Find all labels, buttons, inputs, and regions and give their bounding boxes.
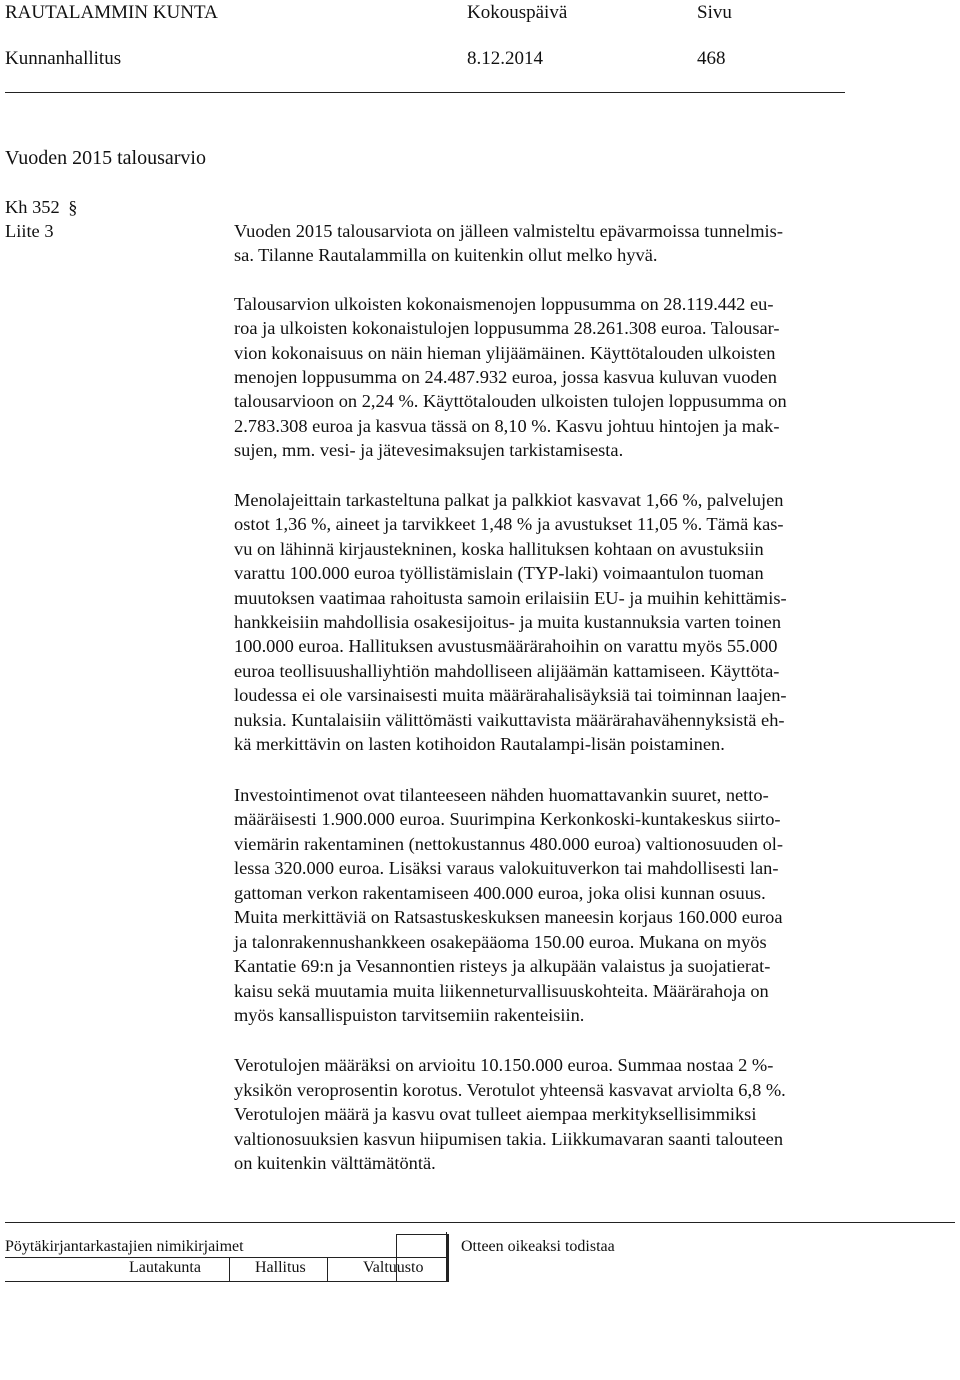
text-line: kä merkittävin on lasten kotihoidon Rautalampi-lisän poistaminen. [234, 734, 725, 754]
text-line: menojen loppusumma on 24.487.932 euroa, jossa kasvua kuluvan vuoden [234, 367, 777, 387]
footer-col-divider-2 [327, 1257, 328, 1281]
text-line: Verotulojen määräksi on arvioitu 10.150.000 euroa. Summaa nostaa 2 %- [234, 1055, 774, 1075]
footer-col-divider-1 [229, 1257, 230, 1281]
kh-number: Kh 352 [5, 197, 60, 217]
text-line: sujen, mm. vesi- ja jätevesimaksujen tarkistamisesta. [234, 440, 624, 460]
text-line: Muita merkittäviä on Ratsastuskeskuksen maneesin korjaus 160.000 euroa [234, 907, 783, 927]
text-line: gattoman verkon rakentamiseen 400.000 euroa, joka olisi kunnan osuus. [234, 883, 766, 903]
footer-col-lautakunta: Lautakunta [129, 1259, 201, 1276]
section-mark: § [68, 197, 78, 217]
footer-col-hallitus: Hallitus [255, 1259, 306, 1276]
text-line: vion kokonaisuus on näin hieman ylijäämäinen. Käyttötalouden ulkoisten [234, 343, 776, 363]
text-line: 100.000 euroa. Hallituksen avustusmäärärahoihin on varattu myös 55.000 [234, 636, 778, 656]
text-line: loudessa ei ole varsinaisesti muita määrärahalisäyksiä tai toiminnan laajen- [234, 685, 787, 705]
footer-rule [5, 1222, 955, 1223]
text-line: muutoksen vaatimaa rahoitusta samoin erilaisiin EU- ja muihin kehittämis- [234, 588, 787, 608]
text-line: nuksia. Kuntalaisiin välittömästi vaikuttavista määrärahavähennyksistä eh- [234, 710, 785, 730]
header-rule [5, 92, 845, 93]
text-line: talousarvioon on 2,24 %. Käyttötalouden ulkoisten tulojen loppusumma on [234, 391, 787, 411]
body-name: Kunnanhallitus [5, 48, 122, 69]
text-line: Talousarvion ulkoisten kokonaismenojen loppusumma on 28.119.442 eu- [234, 294, 774, 314]
certified-label: Otteen oikeaksi todistaa [461, 1238, 615, 1255]
text-line: 2.783.308 euroa ja kasvua tässä on 8,10 %. Kasvu johtuu hintojen ja mak- [234, 416, 780, 436]
text-line: kaisu sekä muutamia muita liikenneturvallisuuskohteita. Määrärahoja on [234, 981, 769, 1001]
text-line: Investointimenot ovat tilanteeseen nähden huomattavankin suuret, netto- [234, 785, 769, 805]
text-line: viemärin rakentaminen (nettokustannus 480.000 euroa) valtionosuuden ol- [234, 834, 784, 854]
text-line: ostot 1,36 %, aineet ja tarvikkeet 1,48 % ja avustukset 11,05 %. Tämä kas- [234, 514, 784, 534]
text-line: lessa 320.000 euroa. Lisäksi varaus valokuituverkon tai mahdollisesti lan- [234, 858, 779, 878]
inspectors-label: Pöytäkirjantarkastajien nimikirjaimet [5, 1238, 244, 1255]
text-line: euroa teollisuushalliyhtiön mahdolliseen alijäämän kattamiseen. Käyttöta- [234, 661, 780, 681]
text-line: Kantatie 69:n ja Vesannontien risteys ja alkupään valaistus ja suojatierat- [234, 956, 771, 976]
municipality-name: RAUTALAMMIN KUNTA [5, 2, 218, 23]
text-line: vu on lähinnä kirjaustekninen, koska hallituksen kohtaan on avustuksiin [234, 539, 764, 559]
text-line: valtionosuuksien kasvun hiipumisen takia. Liikkumavaran saanti talouteen [234, 1129, 784, 1149]
text-line: sa. Tilanne Rautalammilla on kuitenkin ollut melko hyvä. [234, 245, 658, 265]
page-label: Sivu [697, 2, 732, 23]
meeting-date-label: Kokouspäivä [467, 2, 568, 23]
attachment-reference: Liite 3 [5, 221, 54, 241]
text-line: yksikön veroprosentin korotus. Verotulot yhteensä kasvavat arviolta 6,8 %. [234, 1080, 786, 1100]
text-line: Vuoden 2015 talousarviota on jälleen valmisteltu epävarmoissa tunnelmis- [234, 221, 783, 241]
text-line: myös kansallispuiston tarvitsemiin rakenteisiin. [234, 1005, 585, 1025]
footer-inner-rule [5, 1257, 446, 1258]
text-line: Verotulojen määrä ja kasvu ovat tulleet aiempaa merkityksellisimmiksi [234, 1104, 757, 1124]
text-line: Menolajeittain tarkasteltuna palkat ja palkkiot kasvavat 1,66 %, palvelujen [234, 490, 784, 510]
document-title: Vuoden 2015 talousarvio [5, 147, 206, 169]
footer-col-divider-3 [446, 1232, 447, 1282]
text-line: on kuitenkin välttämätöntä. [234, 1153, 436, 1173]
text-line: määräisesti 1.900.000 euroa. Suurimpina Kerkonkoski-kuntakeskus siirto- [234, 809, 781, 829]
kh-reference [5, 195, 77, 219]
footer-col-valtuusto: Valtuusto [363, 1259, 424, 1276]
footer-bottom-rule [5, 1281, 446, 1282]
text-line: hankkeisiin mahdollisia osakesijoitus- ja muita kustannuksia varten toinen [234, 612, 782, 632]
text-line: ja talonrakennushankkeen osakepääoma 150.00 euroa. Mukana on myös [234, 932, 767, 952]
page-number: 468 [697, 48, 726, 69]
text-line: roa ja ulkoisten kokonaistulojen loppusumma 28.261.308 euroa. Talousar- [234, 318, 780, 338]
text-line: varattu 100.000 euroa työllistämislain (TYP-laki) voimaantulon tuoman [234, 563, 764, 583]
meeting-date: 8.12.2014 [467, 48, 543, 69]
